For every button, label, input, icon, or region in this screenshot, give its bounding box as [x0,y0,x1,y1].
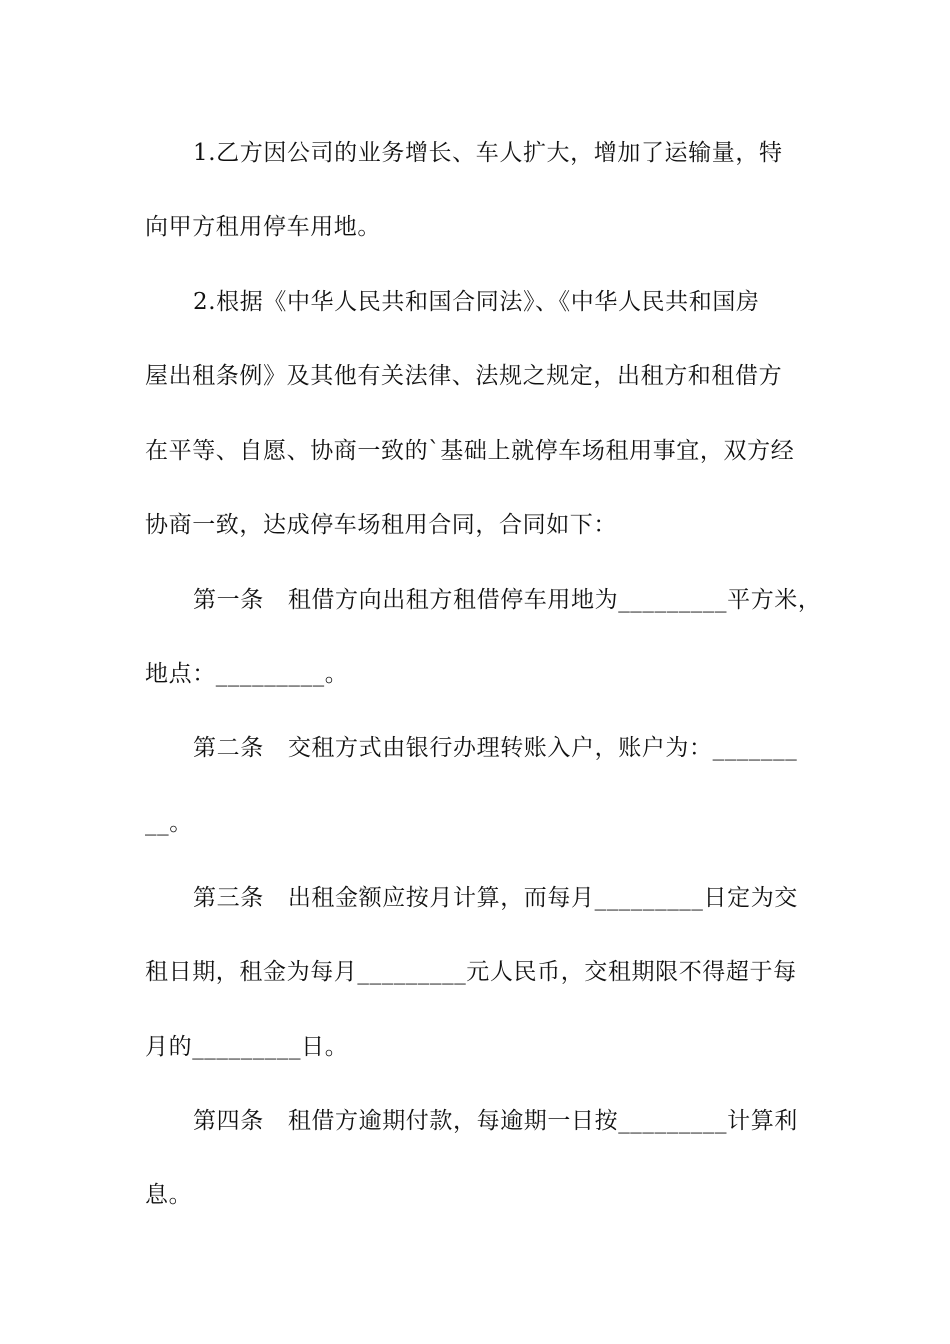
article-2-text: 交租方式由银行办理转账入户，账户为：_______ [287,735,798,761]
article-4-text: 租借方逾期付款，每逾期一日按_________计算利 [287,1108,798,1134]
article-2-line-2: __。 [145,810,193,836]
article-3-text: 出租金额应按月计算，而每月_________日定为交 [287,885,798,911]
article-4-label: 第四条 [193,1108,264,1134]
article-3-line-2: 租日期，租金为每月_________元人民币，交租期限不得超于每 [145,959,797,985]
paragraph-1-line-2: 向甲方租用停车用地。 [145,214,381,240]
article-3-label: 第三条 [193,885,264,911]
paragraph-2-line-4: 协商一致，达成停车场租用合同，合同如下： [145,512,617,538]
paragraph-1-line-1: 1.乙方因公司的业务增长、车人扩大，增加了运输量，特 [193,140,783,166]
article-1-text: 租借方向出租方租借停车用地为_________平方米， [287,587,822,613]
paragraph-2-line-3: 在平等、自愿、协商一致的`基础上就停车场租用事宜，双方经 [145,438,795,464]
article-2-line-1 [193,734,797,762]
article-1-line-1 [193,586,822,614]
article-2-label: 第二条 [193,735,264,761]
article-1-line-2: 地点：_________。 [145,661,349,687]
article-3-line-3: 月的_________日。 [145,1034,349,1060]
article-4-line-2: 息。 [145,1182,193,1208]
article-1-label: 第一条 [193,587,264,613]
paragraph-2-line-2: 屋出租条例》及其他有关法律、法规之规定，出租方和租借方 [145,363,783,389]
paragraph-2-line-1: 2.根据《中华人民共和国合同法》、《中华人民共和国房 [193,289,760,315]
article-3-line-1 [193,884,798,912]
article-4-line-1 [193,1107,798,1135]
